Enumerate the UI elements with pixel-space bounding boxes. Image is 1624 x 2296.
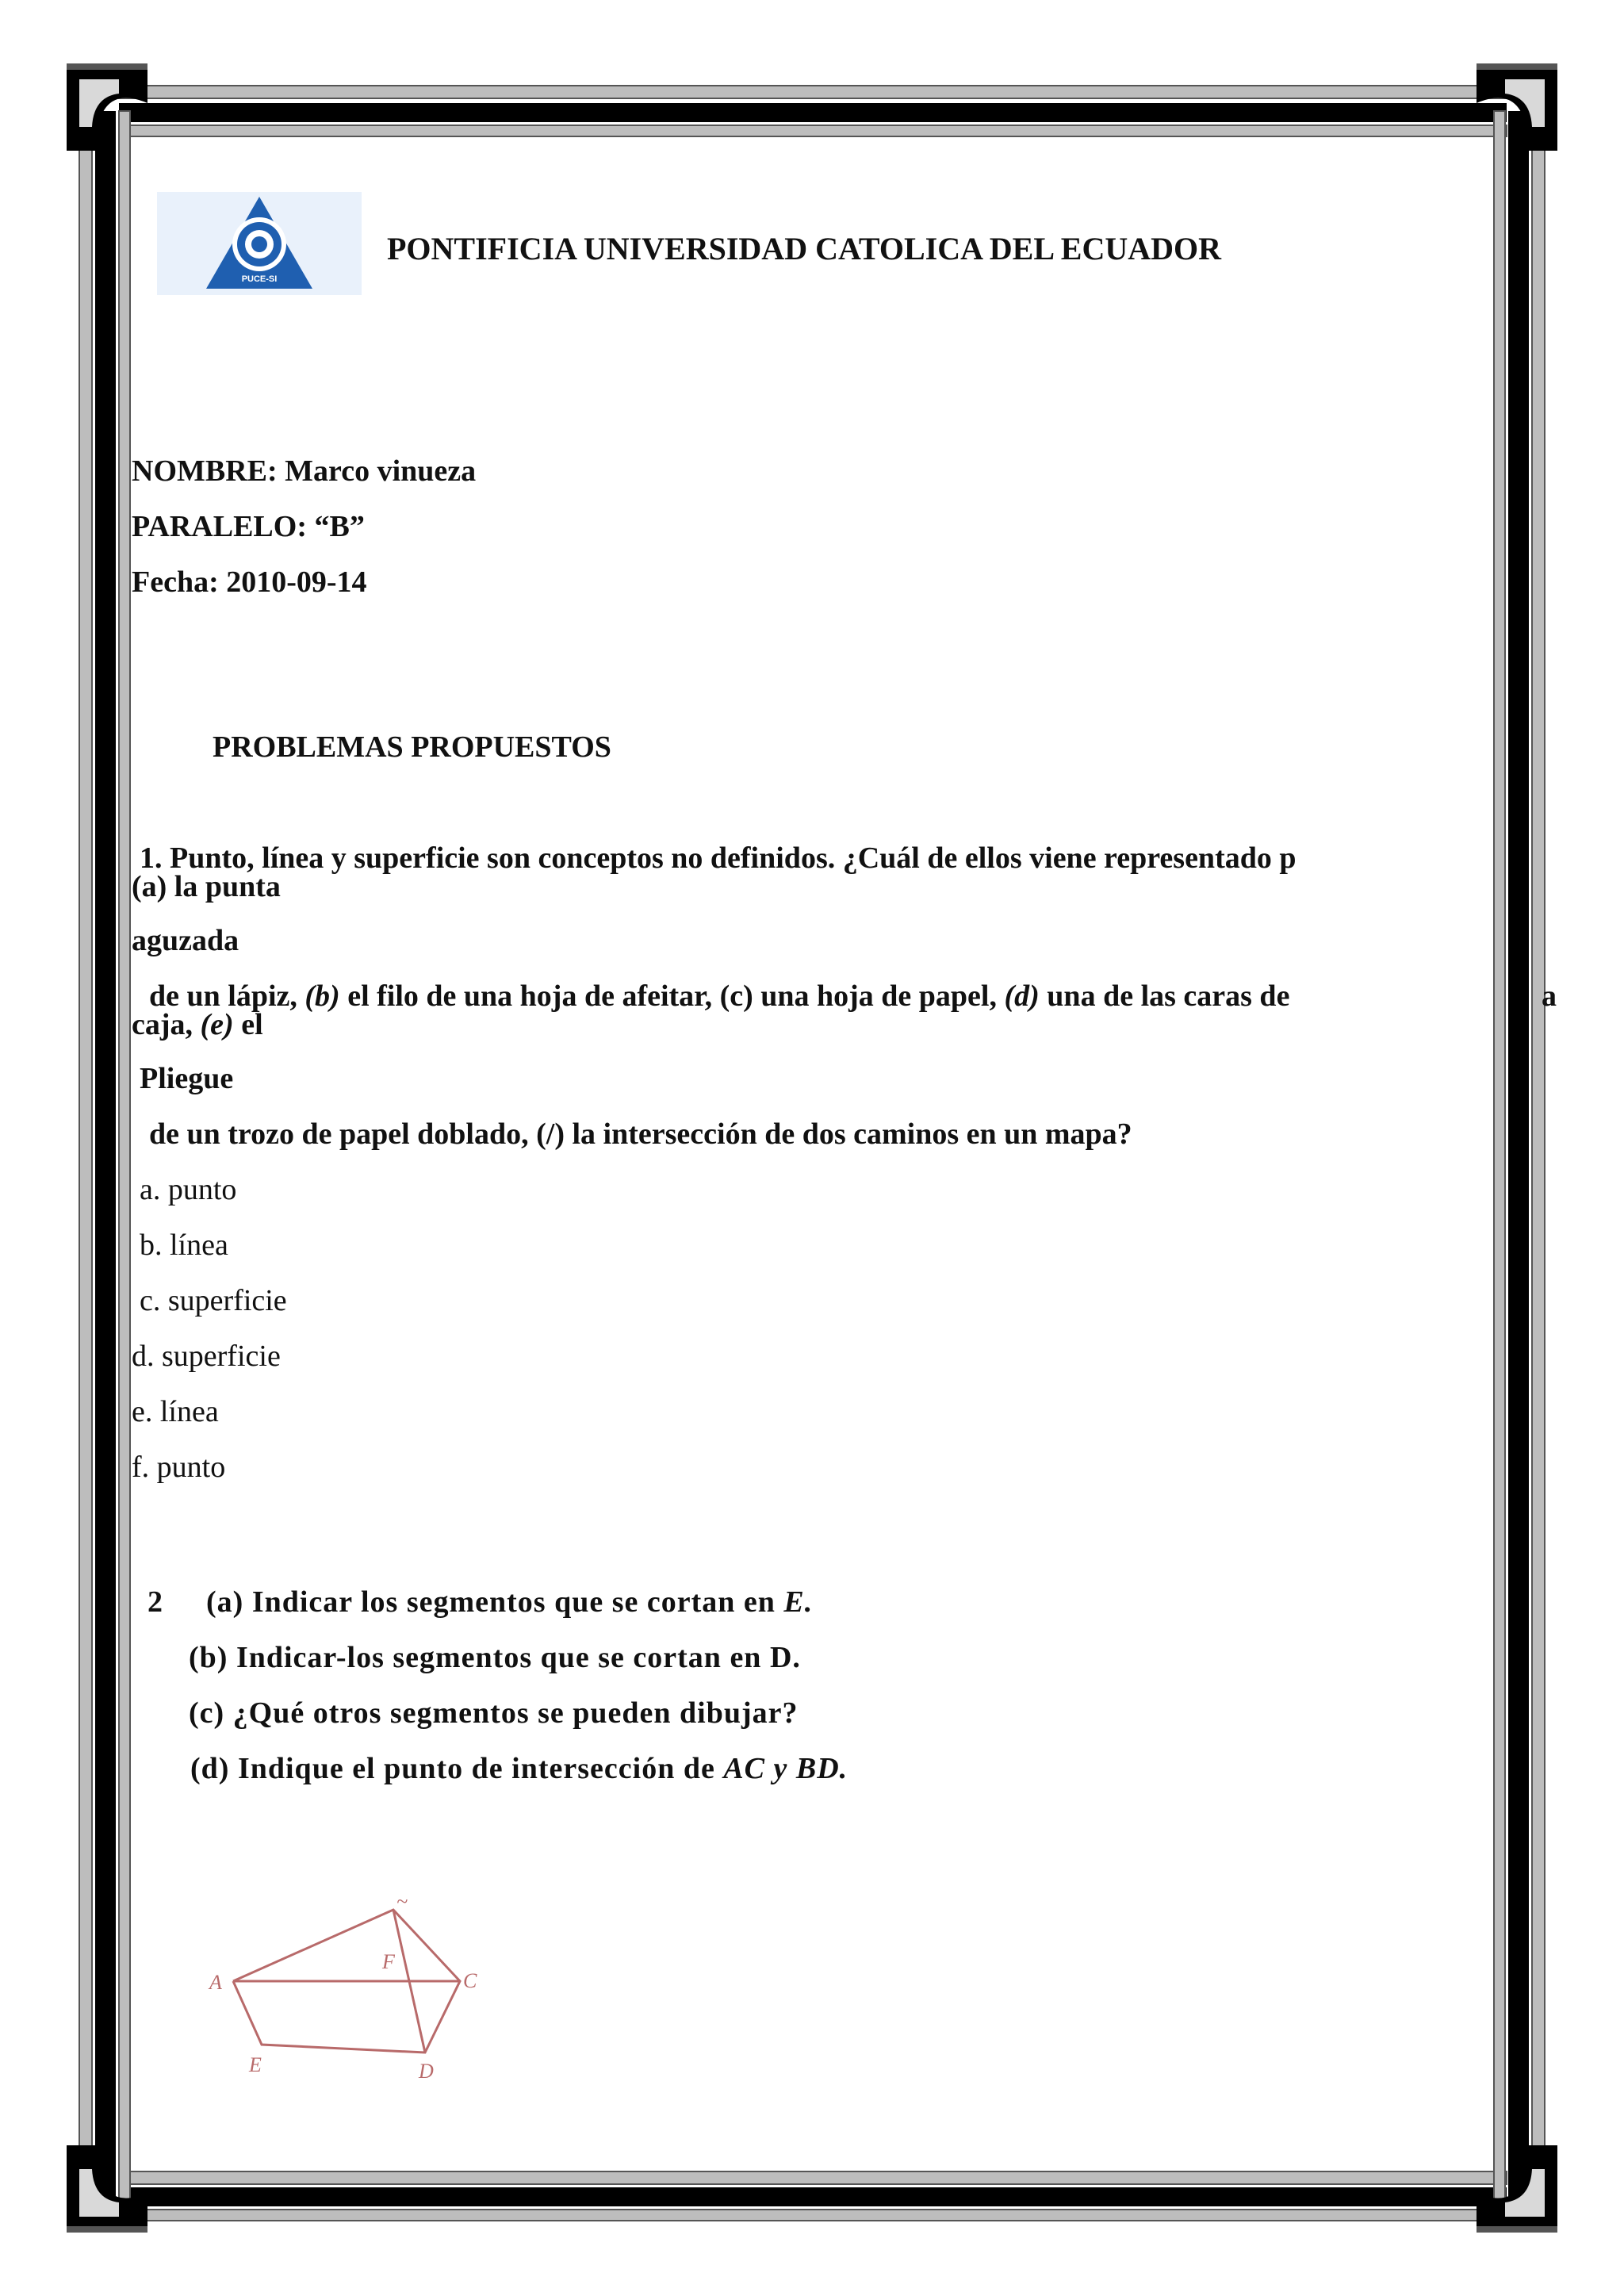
problem1-line4-a: de un lápiz, [149,979,305,1013]
problem2-line-c: (c) ¿Qué otros segmentos se pueden dibujar? [189,1696,799,1730]
label-f: F [382,1950,395,1973]
quadrilateral-figure [198,1895,531,2094]
problem2-a-prefix: (a) [206,1585,244,1619]
problem2-line-b: (b) Indicar-los segmentos que se cortan en D. [189,1641,801,1674]
problem1-line4 [149,979,1289,1014]
institution-title: PONTIFICIA UNIVERSIDAD CATOLICA DEL ECUADOR [387,231,1222,266]
label-e: E [249,2053,262,2076]
section-title: PROBLEMAS PROPUESTOS [213,730,611,764]
answer-c: c. superficie [140,1284,287,1317]
label-a: A [209,1971,222,1994]
problem1-line4-e: una de las caras de [1039,979,1290,1013]
answer-f: f. punto [132,1451,226,1484]
label-top-vertex: ~ [396,1895,408,1913]
student-name: NOMBRE: Marco vinueza [132,454,477,488]
figure-lines [233,1910,460,2053]
problem1-line4-b: (b) [304,979,340,1013]
problem1-line6: Pliegue [140,1062,234,1095]
problem1-line2: (a) la punta [132,870,281,903]
problem2-a-text: Indicar los segmentos que se cortan en [251,1585,784,1619]
problem2-d-italic: AC y BD. [723,1752,848,1785]
date-line: Fecha: 2010-09-14 [132,565,367,599]
problem2-line-d [190,1751,848,1786]
problem1-line5 [132,1007,263,1042]
problem1-line1: 1. Punto, línea y superficie son conceptos no definidos. ¿Cuál de ellos viene representado p [140,841,1297,875]
label-c: C [463,1969,477,1992]
problem1-line7: de un trozo de papel doblado, (/) la intersección de dos caminos en un mapa? [149,1117,1132,1151]
problem1-line4-overflow: a [1542,979,1557,1013]
label-d: D [419,2060,434,2083]
answer-a: a. punto [140,1173,237,1206]
university-logo [157,192,362,295]
problem1-line4-c: el filo de una hoja de afeitar, (c) una hoja de papel, [339,979,1005,1013]
problem1-line4-d: (d) [1004,979,1040,1013]
answer-d: d. superficie [132,1340,281,1373]
problem2-line-a [147,1585,813,1619]
problem2-a-italic: E. [783,1585,814,1619]
student-paralelo: PARALELO: “B” [132,510,365,543]
answer-e: e. línea [132,1395,219,1428]
problem1-line5-b: (e) [200,1008,234,1041]
problem1-line5-a: caja, [132,1008,201,1041]
problem1-line5-c: el [233,1008,263,1041]
problem2-d-text: (d) Indique el punto de intersección de [190,1752,724,1785]
problem2-number: 2 [147,1585,163,1619]
logo-label: PUCE-SI [241,274,278,284]
answer-b: b. línea [140,1228,228,1262]
problem1-line3: aguzada [132,924,239,957]
